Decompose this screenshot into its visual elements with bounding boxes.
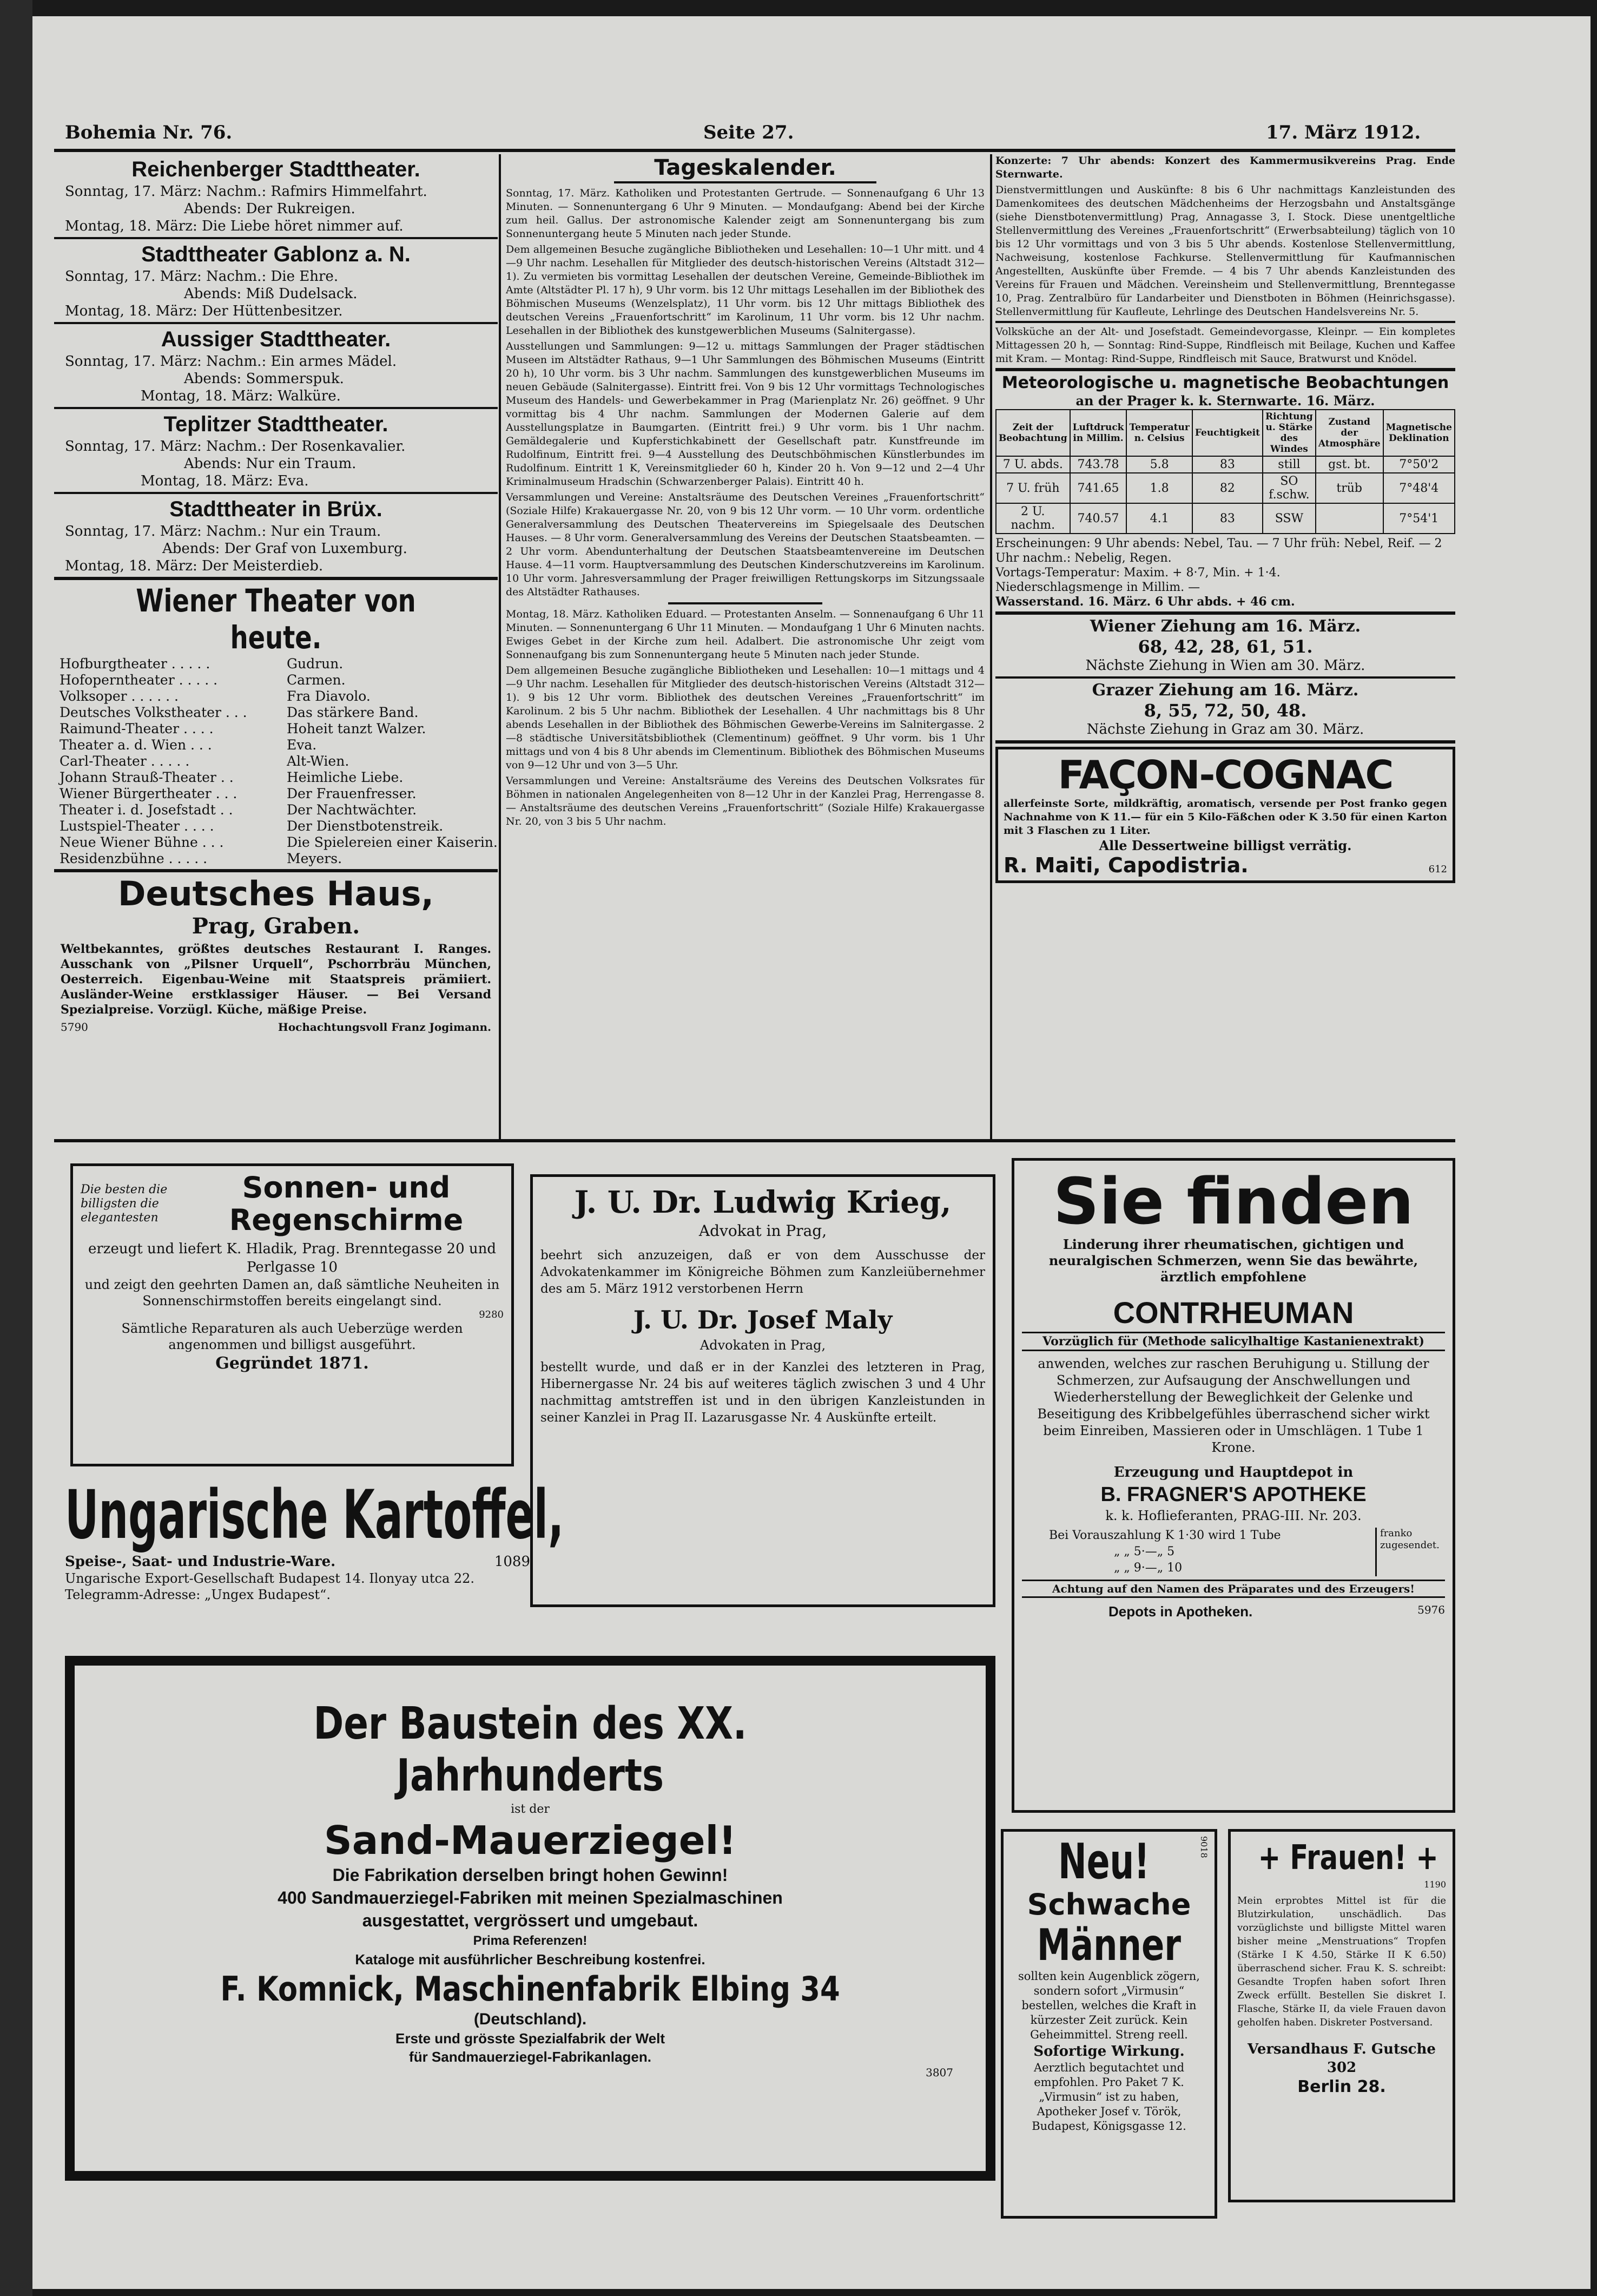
wien-venue: Theater a. d. Wien . . . [60,737,212,753]
kartoffel-title: Ungarische Kartoffel, [65,1476,564,1554]
schirme-line2: und zeigt den geehrten Damen an, daß sämtliche Neuheiten in Sonnenschirmstoffen bereits eingelangt sind. [84,1277,500,1308]
table-header: Feuchtigkeit [1192,410,1263,456]
concerts-text: Konzerte: 7 Uhr abends: Konzert des Kammermusikvereins Prag. Ende Sternwarte. [995,155,1455,180]
cognac-title: FAÇON-COGNAC [1058,752,1393,798]
wien-play: Der Dienstbotenstreik. [287,818,444,834]
wien-venue: Johann Strauß-Theater . . [60,769,234,785]
table-header: Zeit der Beobachtung [996,410,1070,456]
theater-title: Teplitzer Stadttheater. [163,412,388,436]
frauen-ad [1228,1829,1455,2202]
lottery-next: Nächste Ziehung in Graz am 30. März. [1086,721,1364,738]
baustein-line: Erste und grösste Spezialfabrik der Welt [395,2030,665,2047]
theater-line: Sonntag, 17. März: Nachm.: Die Ehre. [65,268,339,285]
wien-venue: Carl-Theater . . . . . [60,753,190,769]
ad-number: 612 [1428,864,1447,875]
lottery-numbers: 8, 55, 72, 50, 48. [1144,700,1307,721]
wien-play: Eva. [287,737,317,753]
theater-line: Montag, 18. März: Der Meisterdieb. [65,558,324,574]
contrheuman-product: CONTRHEUMAN [1113,1295,1354,1330]
price-line: Bei Vorauszahlung K 1·30 wird 1 Tube [1049,1529,1281,1542]
meteorology-title: Meteorologische u. magnetische Beobachtungen [1001,373,1449,392]
table-header: Magnetische Deklination [1383,410,1455,456]
table-cell [1316,503,1383,534]
contrheuman-sub: Vorzüglich für (Methode salicylhaltige Kastanienextrakt) [1022,1332,1445,1351]
calendar-paragraph: Sonntag, 17. März. Katholiken und Protestanten Gertrude. — Sonnenaufgang 6 Uhr 13 Minuten. — Sonnenuntergang 6 Uhr 9 Minuten. — Mondaufgang: Abend bei der Kirche zum heil. Gallus. Der astronomische Kalender zeigt am Sonnenuntergang bis zum Sonnenuntergang heute 5 Minuten nach jeder Stunde. [506,187,985,240]
wien-row [60,672,498,688]
schirme-title: Sonnen- und Regenschirme [229,1170,464,1237]
maenner-neu: Neu! [1058,1833,1150,1890]
ad-number: 9280 [479,1309,504,1320]
wien-row [60,769,498,786]
theater-block-2 [54,327,498,405]
theater-line: Montag, 18. März: Walküre. [141,388,341,404]
wien-row [60,737,498,753]
wien-row [60,753,498,769]
divider [995,321,1455,323]
maly-name: J. U. Dr. Josef Maly [633,1305,893,1334]
frauen-title: + Frauen! + [1258,1838,1438,1877]
schirme-founded: Gegründet 1871. [215,1354,369,1373]
table-cell: gst. bt. [1316,456,1383,473]
theater-line: Sonntag, 17. März: Nachm.: Nur ein Traum. [65,523,381,540]
wien-row [60,688,498,705]
wien-play: Die Spielereien einer Kaiserin. [287,834,498,850]
theater-block-3 [54,412,498,490]
price-line: „ „ 9·—„ 10 [1114,1561,1183,1575]
wien-venue: Hofburgtheater . . . . . [60,656,210,672]
table-cell: SO f.schw. [1263,473,1316,503]
calendar-paragraph: Versammlungen und Vereine: Anstaltsräume des Vereins des Deutschen Volksrates für Böhmen in nationalen Angelegenheiten von 8—12 Uhr in der Kanzlei Prag, Herrengasse 8. — Anstaltsräume des deutschen Vereins „Frauenfortschritt“ (Soziale Hilfe) Krakauergasse Nr. 20, von 3 bis 5 Uhr nachm. [506,775,985,827]
divider [995,740,1455,744]
baustein-line: Die Fabrikation derselben bringt hohen Gewinn! [332,1865,728,1885]
divider [668,602,822,604]
divider [995,676,1455,679]
baustein-product: Sand-Mauerziegel! [324,1818,737,1863]
lottery-title: Wiener Ziehung am 16. März. [1090,617,1361,636]
contrheuman-intro: Linderung ihrer rheumatischen, gichtigen und neuralgischen Schmerzen, wenn Sie das bewährte, ärztlich empfohlene [1048,1236,1418,1285]
table-row [996,473,1455,503]
theater-block-4 [54,497,498,575]
calendar-paragraph: Montag, 18. März. Katholiken Eduard. — Protestanten Anselm. — Sonnenaufgang 6 Uhr 11 Minuten. — Sonnenuntergang 6 Uhr 11 Minuten. — Mondaufgang 1 Uhr 6 Minuten nachts. Ewiges Gebet in der Kirche zum heil. Adalbert. Die astronomische Uhr zeigt vom Sonnenaufgang bis zum Sonnenuntergang heute 5 Minuten nach jeder Stunde. [506,608,985,661]
wien-play: Carmen. [287,672,346,688]
theater-block-1 [54,242,498,320]
wien-venue: Lustspiel-Theater . . . . [60,818,214,834]
theater-block-0 [54,157,498,235]
frauen-firm: Versandhaus F. Gutsche 302 [1248,2041,1436,2076]
cognac-ad [995,747,1455,883]
page-number: Seite 27. [703,122,794,143]
wien-play: Hoheit tanzt Walzer. [287,721,426,736]
calendar-paragraph: Versammlungen und Vereine: Anstaltsräume des Deutschen Vereines „Frauenfortschritt“ (Soziale Hilfe) Krakauergasse Nr. 20, von 9 bis 12 Uhr vorm. — 10 Uhr vorm. ordentliche Generalversammlung des Deutschen Theatervereins im Spiegelsaale des Deutschen Hauses. — 8 Uhr vorm. Generalversammlung des Vereins der Deutschen Staatsbeamten. — 2 Uhr vorm. Abendunterhaltung der Deutschen Staatsbeamtenvereine im Deutschen Hause. 4—11 vorm. Hauptversammlung des Deutschen Kinderschutzvereins im Karolinum. 10 Uhr vorm. Jahresversammlung der Prager freiwilligen Rettungskorps im Sitzungssaale des Altstädter Rathauses. [506,491,985,598]
table-cell: 741.65 [1070,473,1127,503]
krieg-text2: bestellt wurde, und daß er in der Kanzlei des letzteren in Prag, Hibernergasse Nr. 24 bis auf weiteres täglich zwischen 3 und 4 Uhr nachmittag amtstreffen ist und in den übrigen Kanzleistunden in seiner Kanzlei in Prag II. Lazarusgasse Nr. 4 Auskünfte erteilt. [540,1360,985,1425]
wien-play: Meyers. [287,851,342,866]
theater-line: Abends: Sommerspuk. [184,371,344,387]
table-cell: 743.78 [1070,456,1127,473]
wien-row [60,834,498,851]
deutsches-haus-subtitle: Prag, Graben. [192,913,360,939]
krieg-text1: beehrt sich anzuzeigen, daß er von dem Ausschusse der Advokatenkammer im Königreiche Böhmen zum Kanzleiübernehmer des am 5. März 1912 verstorbenen Herrn [540,1248,985,1296]
newspaper-page [32,16,1591,2289]
table-row [996,503,1455,534]
ad-number: 5976 [1417,1603,1445,1616]
table-cell: 7 U. abds. [996,456,1070,473]
contrheuman-depot: Erzeugung und Hauptdepot in [1113,1464,1354,1481]
wien-venue: Wiener Bürgertheater . . . [60,786,237,801]
frauen-city: Berlin 28. [1297,2077,1386,2096]
theater-line: Sonntag, 17. März: Nachm.: Ein armes Mädel. [65,353,397,370]
divider [54,492,498,494]
theater-line: Abends: Nur ein Traum. [184,456,357,472]
meteorology-subtitle: an der Prager k. k. Sternwarte. 16. März. [1075,393,1375,409]
divider [54,869,498,872]
header-rule [54,149,1455,152]
wien-row [60,818,498,834]
wien-venue: Volksoper . . . . . . [60,688,179,704]
right-column [995,154,1455,1139]
lottery-wien [995,617,1455,674]
maenner-schwache: Schwache [1027,1887,1191,1922]
krieg-ad [530,1174,995,1607]
baustein-line: für Sandmauerziegel-Fabrikanlagen. [409,2049,651,2065]
theater-column [54,154,498,1139]
baustein-line: ausgestattet, vergrössert und umgebaut. [362,1911,698,1930]
issue-date: 17. März 1912. [1266,122,1421,143]
krieg-role: Advokat in Prag, [698,1222,827,1240]
table-cell: 82 [1192,473,1263,503]
column-rule [990,154,992,1139]
baustein-country: (Deutschland). [473,2010,587,2028]
schirme-line1: erzeugt und liefert K. Hladik, Prag. Brenntegasse 20 und Perlgasse 10 [88,1241,497,1275]
schirme-line3: Sämtliche Reparaturen als auch Ueberzüge werden angenommen und billigst ausgeführt. [121,1321,463,1352]
table-cell: 7 U. früh [996,473,1070,503]
price-side: franko zugesendet. [1375,1528,1445,1576]
meteorology-table [995,409,1455,534]
meteorology-temp: Vortags-Temperatur: Maxim. + 8·7, Min. + 1·4. [995,566,1281,580]
divider [995,368,1455,371]
contrheuman-warning: Achtung auf den Namen des Präparates und des Erzeugers! [1022,1580,1445,1598]
table-header: Temperatur n. Celsius [1126,410,1192,456]
wien-play: Der Nachtwächter. [287,802,417,818]
theater-line: Sonntag, 17. März: Nachm.: Der Rosenkavalier. [65,438,406,455]
theater-title: Stadttheater Gablonz a. N. [141,242,411,266]
wien-row [60,851,498,867]
schirme-ad [70,1163,514,1466]
contrheuman-footer [1022,1603,1445,1620]
contrheuman-depots: Depots in Apotheken. [1108,1603,1253,1620]
tageskalender-column [506,154,985,1139]
table-cell: 7°54'1 [1383,503,1455,534]
deutsches-haus-title: Deutsches Haus, [118,874,434,913]
contrheuman-title: Sie finden [1053,1164,1414,1239]
maly-role: Advokaten in Prag, [699,1338,826,1353]
table-cell: 83 [1192,456,1263,473]
divider [54,407,498,409]
maenner-wirkung: Sofortige Wirkung. [1033,2043,1185,2060]
table-cell: still [1263,456,1316,473]
table-row [996,456,1455,473]
table-cell: 5.8 [1126,456,1192,473]
kartoffel-ad [65,1476,564,1640]
theater-line: Montag, 18. März: Der Hüttenbesitzer. [65,303,343,319]
lottery-next: Nächste Ziehung in Wien am 30. März. [1085,657,1365,674]
wien-row [60,656,498,672]
baustein-line: Prima Referenzen! [473,1933,588,1948]
ad-number: 3807 [926,2066,953,2079]
table-cell: 7°50'2 [1383,456,1455,473]
tageskalender-title: Tageskalender. [654,155,836,180]
divider [54,577,498,580]
ad-number: 1089 [494,1554,530,1570]
wien-play: Der Frauenfresser. [287,786,417,801]
wien-row [60,705,498,721]
divider [614,181,876,183]
table-cell: 2 U. nachm. [996,503,1070,534]
theater-title: Aussiger Stadttheater. [161,327,391,351]
price-block [1022,1528,1445,1576]
wien-play: Fra Diavolo. [287,688,371,704]
price-line: „ „ 5·—„ 5 [1114,1545,1175,1558]
wien-venue: Hofoperntheater . . . . . [60,672,218,688]
cognac-text: allerfeinste Sorte, mildkräftig, aromatisch, versende per Post franko gegen Nachnahme von K 11.— für ein 5 Kilo-Fäßchen oder K 3.50 für einen Karton mit 3 Flaschen zu 1 Liter. [1004,798,1447,837]
price-lines [1022,1528,1375,1576]
schirme-header [81,1172,504,1236]
ad-number: 5790 [61,1021,88,1034]
theater-line: Montag, 18. März: Eva. [141,473,309,489]
kartoffel-text: Speise-, Saat- und Industrie-Ware. [65,1554,336,1570]
table-cell: 740.57 [1070,503,1127,534]
table-header: Richtung u. Stärke des Windes [1263,410,1316,456]
cognac-footer [1004,853,1447,877]
kartoffel-text2: Ungarische Export-Gesellschaft Budapest 14. Ilonyay utca 22. Telegramm-Adresse: „Ungex Budapest“. [65,1571,475,1602]
column-rule [499,154,501,1139]
wien-theater-title: Wiener Theater von heute. [136,582,416,656]
theater-title: Stadttheater in Brüx. [169,497,382,521]
table-cell: 7°48'4 [1383,473,1455,503]
theater-title: Reichenberger Stadttheater. [131,157,420,181]
maenner-text2: Aerztlich begutachtet und empfohlen. Pro Paket 7 K. „Virmusin“ ist zu haben, Apotheker Josef v. Török, Budapest, Königsgasse 12. [1032,2061,1186,2133]
pharmacy-address: k. k. Hoflieferanten, PRAG-III. Nr. 203. [1105,1508,1362,1523]
wien-venue: Deutsches Volkstheater . . . [60,705,247,720]
ad-number: 1190 [1424,1879,1446,1890]
baustein-line: 400 Sandmauerziegel-Fabriken mit meinen Spezialmaschinen [278,1888,783,1907]
deutsches-haus-ad [54,874,498,1035]
baustein-line: Kataloge mit ausführlicher Beschreibung kostenfrei. [355,1951,705,1968]
meteorology-rain: Niederschlagsmenge in Millim. — [995,581,1200,594]
baustein-ist: ist der [511,1802,550,1816]
services-text: Dienstvermittlungen und Auskünfte: 8 bis 6 Uhr nachmittags Kanzleistunden des Damenkomitees des deutschen Mädchenheims der Herzogsbahn und Anstaltsgänge (siehe Dienstbotenvermittlung) Prag, Annagasse 3, I. Stock. Diese unentgeltliche Stellenvermittlung des Vereines „Frauenfortschritt“ (Erwerbsabteilung) täglich von 10 bis 12 Uhr vormittags und von 3 bis 5 Uhr abends. Kostenlose Stellenvermittlung, Nachweisung, kostenlose Fachkurse. Stellenvermittlung für Kaufmannischen Angestellten, Auskünfte über Fremde. — 4 bis 7 Uhr abends Kanzleistunden des Vereins für Frauen und Mädchen. Vereinsheim und Stellenvermittlung, Brenntegasse 10, Prag. Zentralbüro für Landarbeiter und Dienstboten in Böhmen (Heinrichsgasse). Stellenvermittlung für Kaufleute, Lehrlinge des Deutschen Handelsvereins Nr. 5. [995,184,1455,318]
table-cell: 4.1 [1126,503,1192,534]
lottery-numbers: 68, 42, 28, 61, 51. [1138,636,1313,657]
lottery-graz [995,681,1455,738]
wien-play: Alt-Wien. [287,753,349,769]
baustein-ad [65,1656,995,2181]
wien-row [60,721,498,737]
frauen-text: Mein erprobtes Mittel ist für die Blutzirkulation, unschädlich. Das vorzüglichste und billigste Mittel waren bisher meine „Menstruations“ Tropfen (Stärke I K 4.50, Stärke II K 6.50) überraschend sicher. Frau K. S. schreibt: Gesandte Tropfen haben sofort Ihren Zweck erfüllt. Bestellen Sie diskret I. Flasche, Stärke II, da viele Frauen davon geholfen haben. Diskreter Postversand. [1237,1895,1446,2028]
theater-line: Montag, 18. März: Die Liebe höret nimmer auf. [65,218,404,234]
wien-play: Gudrun. [287,656,344,672]
meteorology-notes: Erscheinungen: 9 Uhr abends: Nebel, Tau. — 7 Uhr früh: Nebel, Reif. — 2 Uhr nachm.: Nebelig, Regen. [995,537,1442,565]
calendar-paragraph: Dem allgemeinen Besuche zugängliche Bibliotheken und Lesehallen: 10—1 Uhr mitt. und 4—9 Uhr nachm. Lesehallen für Mitglieder des deutsch-historischen Vereins (Altstadt 312—1). Zu vermieten bis vormittag Lesehallen der deutschen Vereine, Gemeinde-Bibliothek im Amte (Altstädter Pl. 17 h), 9 Uhr vorm. bis 12 Uhr mittags Lesehallen im der Bibliothek des Böhmischen Museums (Wenzelsplatz), 11 Uhr vorm. bis 12 Uhr mittags Bibliothek des deutschen Vereins „Frauenfortschritt“ im Karolinum, 11 Uhr vorm. bis 12 Uhr nachm. Lesehallen in der Bibliothek des kunstgewerblichen Museums (Salnitergasse). [506,244,985,337]
pharmacy-name: B. FRAGNER'S APOTHEKE [1100,1483,1367,1506]
wien-play: Das stärkere Band. [287,705,419,720]
page-edge-shadow [0,0,32,2296]
wien-row [60,786,498,802]
wien-theater-list [54,656,498,867]
wien-venue: Neue Wiener Bühne . . . [60,834,224,850]
deutsches-haus-footer-row [54,1019,498,1035]
ad-number: 9018 [1199,1836,1209,1858]
wien-venue: Residenzbühne . . . . . [60,851,208,866]
schirme-left: Die besten die billigsten die elegantesten [81,1183,168,1225]
divider [54,322,498,324]
kartoffel-line [65,1553,530,1570]
calendar-paragraph: Dem allgemeinen Besuche zugängliche Bibliotheken und Lesehallen: 10—1 mittags und 4—9 Uhr nachm. Lesehallen für Mitglieder des deutsch-historischen Vereins (Altstadt 312—1). 9 bis 12 Uhr vorm. Bibliothek des deutschen Vereines „Frauenfortschritt“ im Karolinum. 2 bis 5 Uhr nachm. Bibliothek der Lesehallen. 4 Uhr nachmittags bis 8 Uhr abends Lesehallen in der Bibliothek des Böhmischen Gewerbe-Vereins im Salnitergasse. 2—8 städtische Universitätsbibliothek (Clementinum) geöffnet. 9 Uhr vorm. bis 1 Uhr mittags und von 4 bis 8 Uhr abends im Clementinum. Bibliothek des Böhmischen Museums von 9—12 Uhr und von 3—5 Uhr. [506,665,985,771]
table-cell: 83 [1192,503,1263,534]
table-cell: SSW [1263,503,1316,534]
baustein-title: Der Baustein des XX. Jahrhunderts [313,1698,747,1801]
divider [54,237,498,239]
meteorology-water: Wasserstand. 16. März. 6 Uhr abds. + 46 cm. [995,595,1295,609]
contrheuman-ad [1012,1158,1455,1813]
table-header: Zustand der Atmosphäre [1316,410,1383,456]
table-header: Luftdruck in Millim. [1070,410,1127,456]
maenner-header [1009,1833,1209,1890]
meteorology-header-row [996,410,1455,456]
volkskueche-text: Volksküche an der Alt- und Josefstadt. Gemeindevorgasse, Kleinpr. — Ein kompletes Mittagessen 20 h, — Sonntag: Rind-Suppe, Rindfleisch mit Beilage, Kuchen und Kaffee mit Kram. — Montag: Rind-Suppe, Rindfleisch mit Sauce, Bratwurst und Knödel. [995,326,1455,365]
table-cell: trüb [1316,473,1383,503]
wien-play: Heimliche Liebe. [287,769,404,785]
deutsches-haus-text: Weltbekanntes, größtes deutsches Restaurant I. Ranges. Ausschank von „Pilsner Urquell“, Pschorrbräu München, Oesterreich. Eigenbau-Weine mit Staatspreis prämiiert. Ausländer-Weine erstklassiger Häuser. — Bei Versand Spezialpreise. Vorzügl. Küche, mäßige Preise. [61,942,491,1017]
maenner-ad [1001,1829,1217,2219]
paper-name: Bohemia Nr. 76. [65,122,233,143]
wien-venue: Theater i. d. Josefstadt . . [60,802,233,818]
deutsches-haus-footer: Hochachtungsvoll Franz Jogimann. [278,1021,491,1034]
baustein-firm: F. Komnick, Maschinenfabrik Elbing 34 [220,1969,840,2009]
divider [995,611,1455,615]
theater-line: Abends: Miß Dudelsack. [184,286,358,302]
krieg-name: J. U. Dr. Ludwig Krieg, [574,1185,952,1220]
theater-line: Sonntag, 17. März: Nachm.: Rafmirs Himmelfahrt. [65,183,427,200]
contrheuman-text: anwenden, welches zur raschen Beruhigung u. Stillung der Schmerzen, zur Aufsaugung der Anschwellungen und Wiederherstellung der Beweglichkeit der Gelenke und Beseitigung des Kribbelgefühles überraschend sicher wirkt beim Einreiben, Massieren oder in Umschlägen. 1 Tube 1 Krone. [1037,1356,1430,1455]
maenner-text: sollten kein Augenblick zögern, sondern sofort „Virmusin“ bestellen, welches die Kraft in kürzester Zeit zurück. Kein Geheimmittel. Streng reell. [1018,1970,1200,2041]
calendar-paragraph: Ausstellungen und Sammlungen: 9—12 u. mittags Sammlungen der Prager städtischen Museen im Altstädter Rathaus, 9—1 Uhr Sammlungen des Böhmischen Museums (Eintritt 20 h), 10 Uhr vorm. bis 3 Uhr nachm. Sammlungen des kunstgewerblichen Museums im neuen Gebäude (Salnitergasse). Eintritt frei. Von 9 bis 12 Uhr vormittags Technologisches Museum des Handels- und Gewerbekammer in Prag (Marienplatz Nr. 26) geöffnet. 9 Uhr vormittag bis 4 Uhr nachm. Sammlungen der Modernen Galerie auf dem Ausstellungsplatze in Baumgarten. (Eintritt frei.) 9 Uhr vorm. bis 1 Uhr nachm. Gemäldegalerie und Kupferstichkabinett der Gesellschaft patr. Kunstfreunde im Rudolfinum, Eintritt frei. 9—4 Ausstellung des Deutschböhmischen Künstlerbundes im Rudolfinum. Eintritt 1 K, Vereinsmitglieder 60 h, Kinder 20 h. Von 9—12 und 2—4 Uhr Kriminalmuseum Hradschin (Schwarzenberger Palais). Eintritt 40 h. [506,340,985,488]
table-cell: 1.8 [1126,473,1192,503]
section-rule [54,1139,1455,1142]
cognac-line2: Alle Dessertweine billigst verrätig. [1099,838,1352,853]
wien-row [60,802,498,818]
wien-venue: Raimund-Theater . . . . [60,721,214,736]
theater-line: Abends: Der Rukreigen. [184,201,355,217]
cognac-firm: R. Maiti, Capodistria. [1004,853,1249,877]
theater-line: Abends: Der Graf von Luxemburg. [162,541,407,557]
lottery-title: Grazer Ziehung am 16. März. [1092,681,1359,700]
maenner-title: Männer [1037,1920,1182,1970]
